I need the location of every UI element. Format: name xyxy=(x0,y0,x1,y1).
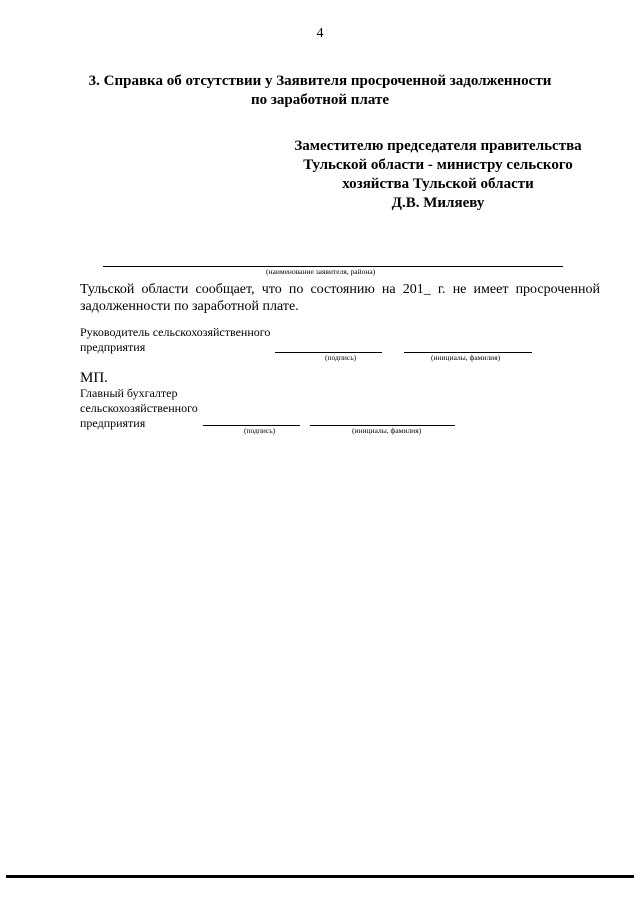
addressee-line-4: Д.В. Миляеву xyxy=(391,195,485,211)
accountant-title-line-1: Главный бухгалтер xyxy=(80,386,178,400)
applicant-name-caption: (наименование заявителя, района) xyxy=(266,267,376,276)
accountant-title-line-3: предприятия xyxy=(80,416,146,430)
accountant-title-line-2: сельскохозяйственного xyxy=(80,401,198,415)
addressee-line-2: Тульской области - министру сельского xyxy=(303,157,573,173)
head-title-line-1: Руководитель сельскохозяйственного xyxy=(80,325,271,339)
addressee-line-3: хозяйства Тульской области xyxy=(342,176,534,192)
page-number: 4 xyxy=(316,26,324,41)
stamp-label: МП. xyxy=(80,370,108,386)
statement-text: Тульской области сообщает, что по состоянию на 201_ г. не имеет просроченной задолженности по заработной плате. xyxy=(80,282,600,314)
head-title xyxy=(80,325,270,355)
addressee-line-1: Заместителю председателя правительства xyxy=(294,138,582,154)
head-name-caption: (инициалы, фамилия) xyxy=(431,353,501,362)
head-signature-caption: (подпись) xyxy=(325,353,357,362)
document-heading xyxy=(80,72,560,110)
heading-line-1: 3. Справка об отсутствии у Заявителя просроченной задолженности xyxy=(88,73,552,89)
accountant-signature-caption: (подпись) xyxy=(244,426,276,435)
addressee-block xyxy=(276,137,600,213)
accountant-name-caption: (инициалы, фамилия) xyxy=(352,426,422,435)
heading-line-2: по заработной плате xyxy=(251,92,389,108)
bottom-border-rule xyxy=(6,875,634,878)
head-title-line-2: предприятия xyxy=(80,340,146,354)
accountant-title xyxy=(80,386,198,431)
